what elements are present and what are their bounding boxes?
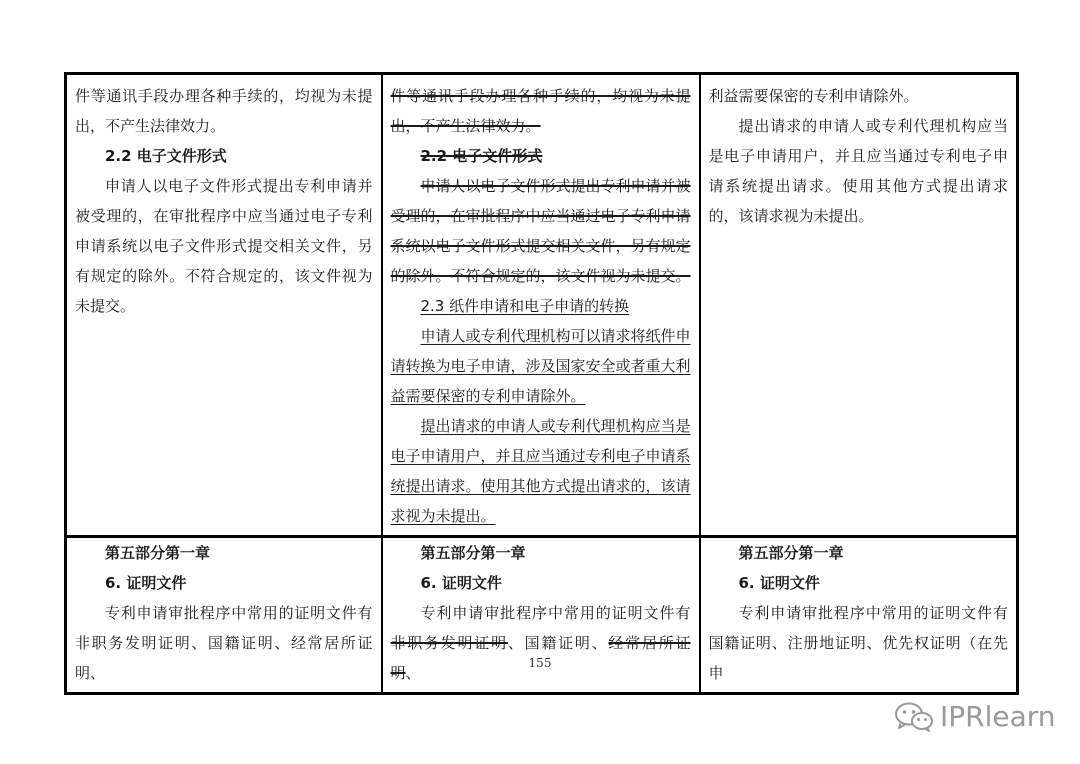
chapter-heading: 第五部分第一章 — [105, 544, 211, 562]
deleted-text: 申请人以电子文件形式提出专利申请并被受理的，在审批程序中应当通过电子专利申请系统以电子文件形式提交相关文件，另有规定的除外。不符合规定的，该文件视为未提交。 — [390, 177, 691, 285]
paragraph: 专利申请审批程序中常用的证明文件有非职务发明证明、国籍证明、经常居所证明、 — [75, 604, 373, 682]
text-span: 专利申请审批程序中常用的证明文件有 — [420, 604, 691, 622]
inserted-text: 申请人或专利代理机构可以请求将纸件申请转换为电子申请，涉及国家安全或者重大利益需要保密的专利申请除外。 — [390, 327, 691, 405]
inserted-heading — [391, 291, 691, 321]
watermark — [894, 700, 1056, 733]
table-row — [66, 74, 1018, 537]
paragraph: 利益需要保密的专利申请除外。 — [708, 87, 919, 105]
paragraph: 件等通讯手段办理各种手续的，均视为未提出，不产生法律效力。 — [75, 87, 373, 135]
section-heading: 6. 证明文件 — [738, 574, 820, 592]
inserted-text: 2.3 纸件申请和电子申请的转换 — [420, 297, 630, 315]
section-heading: 2.2 电子文件形式 — [105, 147, 227, 165]
paragraph — [391, 598, 691, 688]
original-text-cell — [66, 74, 382, 537]
text-span: 、国籍证明、 — [507, 634, 609, 652]
inserted-paragraph — [391, 411, 691, 531]
chapter-heading: 第五部分第一章 — [738, 544, 844, 562]
watermark-text: IPRlearn — [940, 700, 1056, 733]
page-number: 155 — [528, 656, 552, 670]
paragraph: 申请人以电子文件形式提出专利申请并被受理的，在审批程序中应当通过电子专利申请系统以电子文件形式提交相关文件，另有规定的除外。不符合规定的，该文件视为未提交。 — [75, 177, 373, 315]
new-text-cell — [700, 74, 1018, 537]
deleted-text: 经常居所证明 — [390, 634, 691, 682]
section-heading: 6. 证明文件 — [105, 574, 187, 592]
text-span: 、 — [405, 664, 421, 682]
inserted-text: 提出请求的申请人或专利代理机构应当是电子申请用户，并且应当通过专利电子申请系统提出请求。使用其他方式提出请求的，该请求视为未提出。 — [390, 417, 691, 525]
paragraph: 专利申请审批程序中常用的证明文件有国籍证明、注册地证明、优先权证明（在先申 — [708, 604, 1008, 682]
wechat-icon — [894, 701, 934, 733]
paragraph: 提出请求的申请人或专利代理机构应当是电子申请用户，并且应当通过专利电子申请系统提出请求。使用其他方式提出请求的，该请求视为未提出。 — [708, 117, 1008, 225]
deleted-text: 件等通讯手段办理各种手续的，均视为未提出，不产生法律效力。 — [390, 87, 691, 135]
chapter-heading: 第五部分第一章 — [420, 544, 526, 562]
deleted-text: 2.2 电子文件形式 — [420, 147, 543, 165]
deleted-paragraph — [391, 171, 691, 291]
deleted-text: 非职务发明证明 — [390, 634, 508, 652]
inserted-paragraph — [391, 321, 691, 411]
deleted-heading — [391, 141, 691, 171]
section-heading: 6. 证明文件 — [420, 574, 502, 592]
revision-text-cell — [382, 74, 700, 537]
deleted-paragraph — [391, 81, 691, 141]
comparison-table — [64, 72, 1019, 695]
